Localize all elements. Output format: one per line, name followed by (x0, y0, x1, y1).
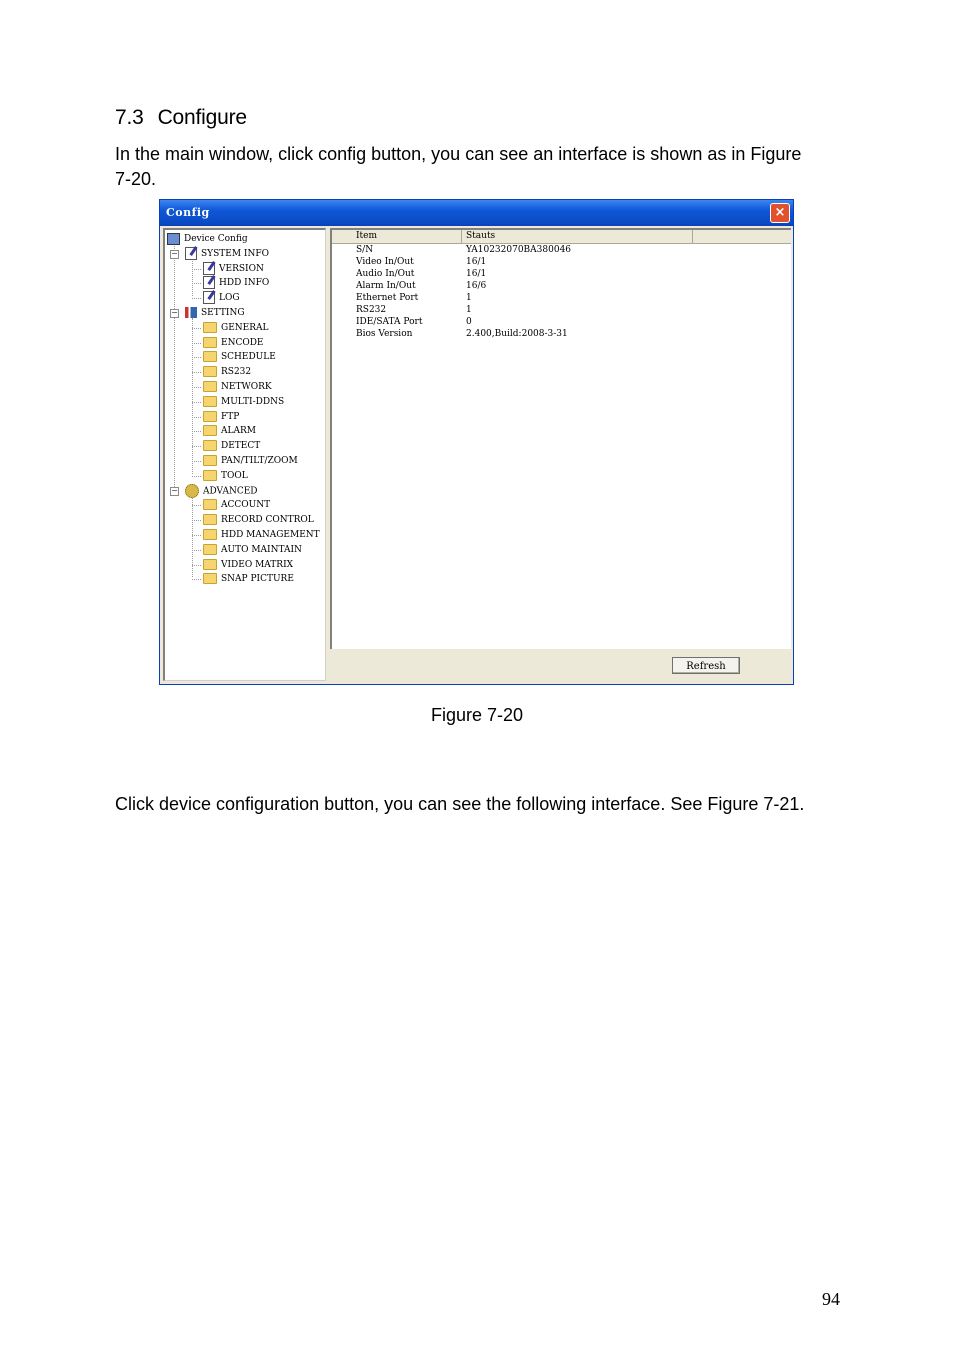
list-row[interactable] (332, 280, 791, 292)
tree-connector (192, 496, 193, 578)
tree-item-auto-maintain[interactable] (203, 543, 302, 557)
window-title: Config (166, 206, 210, 219)
tree-item-version[interactable] (203, 262, 264, 276)
document-edit-icon (203, 291, 215, 304)
folder-icon (203, 559, 217, 570)
status-cell: 16/1 (466, 269, 487, 279)
tree-item-label: GENERAL (221, 322, 269, 333)
status-cell: 16/1 (466, 257, 487, 267)
section-number: 7.3 (115, 106, 144, 129)
close-button[interactable]: × (770, 203, 790, 223)
list-row[interactable] (332, 304, 791, 316)
tree-item-label: RS232 (221, 367, 252, 378)
folder-icon (203, 425, 217, 436)
folder-icon (203, 455, 217, 466)
tree-item-label: AUTO MAINTAIN (221, 544, 302, 555)
tree-item-label: HDD INFO (219, 278, 270, 289)
tree-item-hdd-info[interactable] (203, 276, 269, 290)
tree-connector (192, 357, 201, 358)
tree-connector (192, 298, 201, 299)
edit-icon (185, 247, 197, 260)
tree-item-label: DETECT (221, 441, 261, 452)
tree-item-label: FTP (221, 411, 240, 422)
tools-icon (185, 307, 197, 318)
tree-connector (192, 417, 201, 418)
list-row[interactable] (332, 328, 791, 340)
tree-item-label: HDD MANAGEMENT (221, 530, 320, 540)
tree-item-account[interactable] (203, 498, 270, 512)
status-cell: 16/6 (466, 281, 487, 291)
tree-connector (192, 476, 201, 477)
status-cell: YA10232070BA380046 (466, 245, 572, 255)
tree-item-label: VERSION (219, 263, 264, 274)
computer-icon (167, 233, 180, 245)
item-cell: Video In/Out (356, 257, 414, 267)
figure-caption: Figure 7-20 (430, 705, 524, 725)
page-number: 94 (822, 1289, 840, 1309)
tree-item-label: SNAP PICTURE (221, 574, 294, 585)
item-cell: RS232 (356, 305, 387, 315)
tree-item-schedule[interactable] (203, 350, 276, 364)
tree-item-multi-ddns[interactable] (203, 395, 284, 409)
config-window (159, 199, 794, 685)
tree-connector (192, 387, 201, 388)
tree-item-tool[interactable] (203, 469, 248, 483)
folder-icon (203, 499, 217, 510)
intro-paragraph: In the main window, click config button, you can see an interface is shown as in Figure 7-20. (115, 144, 802, 189)
tree-item-label: SETTING (201, 308, 245, 318)
tree-group-system-info[interactable] (185, 247, 269, 261)
folder-icon (203, 440, 217, 451)
document-edit-icon (203, 262, 215, 275)
list-row[interactable] (332, 292, 791, 304)
document-edit-icon (203, 276, 215, 289)
tree-item-label: TOOL (221, 470, 248, 481)
tree-item-label: SYSTEM INFO (201, 248, 269, 259)
tree-connector (192, 535, 201, 536)
refresh-button[interactable]: Refresh (672, 657, 740, 674)
status-cell: 0 (466, 317, 472, 327)
tree-group-setting[interactable] (185, 306, 245, 320)
item-cell: Bios Version (356, 329, 413, 339)
folder-icon (203, 529, 217, 540)
list-row[interactable] (332, 256, 791, 268)
column-header-item[interactable]: Item (352, 230, 462, 243)
folder-icon (203, 322, 217, 333)
tree-connector (192, 446, 201, 447)
folder-icon (203, 351, 217, 362)
tree-connector (192, 372, 201, 373)
tree-item-label: ACCOUNT (221, 500, 271, 511)
collapse-toggle[interactable]: − (171, 308, 178, 317)
tree-connector (192, 283, 201, 284)
item-cell: S/N (356, 245, 374, 255)
tree-item-network[interactable] (203, 380, 272, 394)
tree-connector (192, 269, 201, 270)
tree-item-label: Device Config (184, 234, 248, 244)
list-header (332, 230, 791, 244)
tree-item-rs232[interactable] (203, 365, 251, 379)
tree-connector (192, 461, 201, 462)
collapse-toggle[interactable]: − (171, 485, 178, 495)
tree-item-label: SCHEDULE (221, 352, 276, 363)
list-row[interactable] (332, 316, 791, 328)
gears-icon (185, 484, 199, 498)
title-bar[interactable] (160, 200, 793, 226)
tree-item-label: ENCODE (221, 337, 264, 348)
tree-connector (192, 259, 193, 296)
tree-item-pan-tilt-zoom[interactable] (203, 454, 298, 468)
device-config-tree (163, 228, 326, 681)
tree-item-label: ALARM (221, 426, 256, 437)
list-row[interactable] (332, 268, 791, 280)
tree-item-label: PAN/TILT/ZOOM (221, 456, 298, 466)
folder-icon (203, 396, 217, 407)
folder-icon (203, 381, 217, 392)
tree-connector (192, 318, 193, 474)
folder-icon (203, 470, 217, 481)
tree-group-advanced[interactable] (185, 484, 258, 498)
tree-connector (192, 565, 201, 566)
folder-icon (203, 411, 217, 422)
tree-item-detect[interactable] (203, 439, 260, 453)
tree-connector (192, 343, 201, 344)
tree-item-general[interactable] (203, 321, 268, 335)
tree-item-label: MULTI-DDNS (221, 396, 285, 407)
item-cell: Ethernet Port (356, 293, 419, 303)
tree-item-encode[interactable] (203, 336, 264, 350)
tree-item-video-matrix[interactable] (203, 558, 293, 572)
tree-item-label: LOG (219, 293, 240, 304)
column-header-blank (693, 230, 791, 243)
tree-connector (192, 431, 201, 432)
section-heading (115, 106, 247, 130)
status-cell: 2.400,Build:2008-3-31 (466, 329, 568, 339)
item-cell: Alarm In/Out (356, 281, 416, 291)
tree-connector (192, 402, 201, 403)
section-title: Configure (157, 106, 247, 129)
column-header-status[interactable]: Stauts (462, 230, 693, 243)
follow-paragraph: Click device configuration button, you can see the following interface. See Figure 7-21. (115, 794, 805, 814)
folder-icon (203, 573, 217, 584)
item-cell: IDE/SATA Port (356, 317, 423, 327)
tree-connector (174, 244, 175, 491)
tree-connector (192, 328, 201, 329)
tree-item-log[interactable] (203, 291, 240, 305)
tree-item-alarm[interactable] (203, 424, 256, 438)
status-cell: 1 (466, 305, 472, 315)
tree-connector (192, 579, 201, 580)
tree-item-label: RECORD CONTROL (221, 515, 314, 526)
tree-root-device-config[interactable] (167, 232, 248, 246)
bottom-bar (330, 649, 791, 682)
tree-item-label: ADVANCED (203, 486, 258, 497)
item-cell: Audio In/Out (356, 269, 415, 279)
tree-connector (192, 550, 201, 551)
folder-icon (203, 514, 217, 525)
folder-icon (203, 337, 217, 348)
folder-icon (203, 366, 217, 377)
status-cell: 1 (466, 293, 472, 303)
tree-item-label: NETWORK (221, 382, 272, 392)
tree-connector (192, 505, 201, 506)
tree-item-ftp[interactable] (203, 410, 239, 424)
tree-item-snap-picture[interactable] (203, 572, 294, 586)
folder-icon (203, 544, 217, 555)
tree-item-record-control[interactable] (203, 513, 314, 527)
tree-item-label: VIDEO MATRIX (221, 559, 294, 570)
collapse-toggle[interactable]: − (171, 248, 178, 258)
info-list (330, 228, 791, 649)
tree-item-hdd-management[interactable] (203, 528, 320, 542)
tree-connector (192, 520, 201, 521)
list-row[interactable] (332, 244, 791, 256)
